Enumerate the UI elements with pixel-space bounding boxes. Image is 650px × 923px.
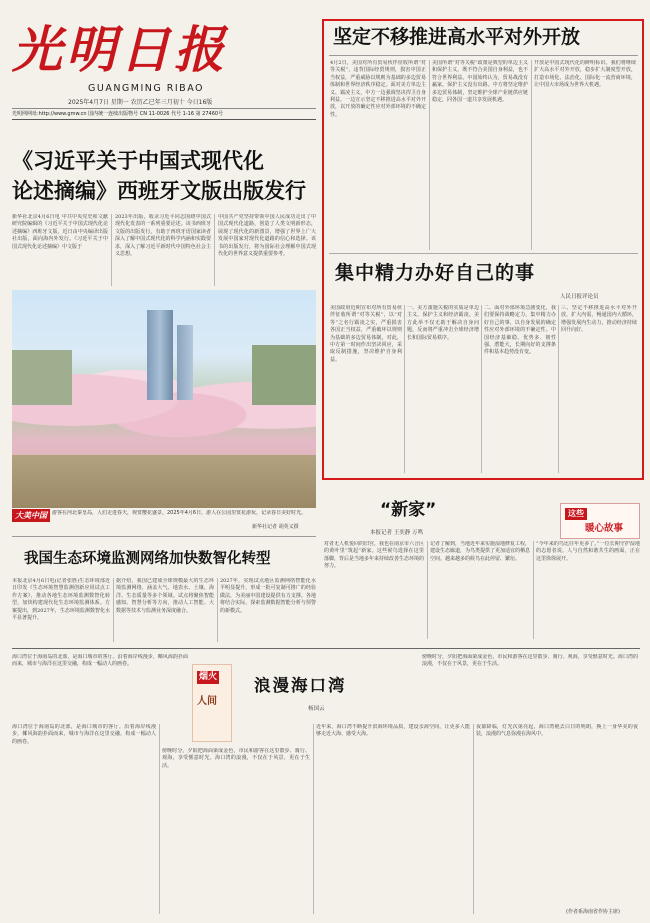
newspaper-masthead-pinyin: GUANGMING RIBAO — [88, 83, 204, 94]
ecology-column-3: 2027年，实现试点地区监测网络智能化水平明显提升，形成一批可复制可推广的经验做法，为美丽中国建设提供有力支撑。各地将结合实际，探索监测数据智能分析与预警的新模式。 — [220, 578, 316, 614]
new-home-column-2: 记者了解到，当地近年来实施湿地修复工程，建设生态廊道，为鸟类提供了更加适宜的栖息空间。越来越多的候鸟在此停留、繁衍。 — [430, 541, 530, 562]
photo-news-tag: 大美中国 — [12, 509, 50, 522]
new-home-column-1: 对者无人机悦回的旧宫，我也在南京市六合区的黄叶里“筑起”新家。这些候鸟选择在这里落脚，背后是当地多年来持续改善生态环境的努力。 — [324, 541, 424, 570]
essay-tag-line-1: 烟火 — [199, 672, 218, 682]
publication-info-line: 光明网网址:http://www.gmw.cn 国内统一连续出版物号 CN 11-0026 代号 1-16 第 27460号 — [12, 111, 224, 117]
new-home-byline: 本报记者 王奕静 万鸣 — [370, 530, 423, 536]
editorial-column-1: 美国政府近期宣布对所有贸易伙伴征收所谓“对等关税”，以“对等”之名行霸凌之实，严重损害各国正当权益，严重破坏以规则为基础的多边贸易体制。对此，中方第一时间作出坚决回应，采取反制措施，坚决维护自身利益。 — [330, 305, 402, 363]
essay-column-3: 近年来，海口湾不断提升滨海环境品质，建设亲海空间，让更多人能够走近大海、感受大海。 — [316, 724, 470, 738]
warm-stories-tag-2: 暖心故事 — [585, 523, 624, 534]
xi-book-column-3: 中国共产党坚持带领中国人民成功走出了中国式现代化道路，创造了人类文明新形态，展现了现代化的新图景，增强了世界上广大发展中国家对现代化道路的信心和选择。该书的出版发行，将为国际社会理解中国式现代化的世界意义提供重要参考。 — [218, 214, 316, 258]
essay-tag-line-2: 人间 — [197, 696, 217, 707]
opening-policy-column-1: 4月2日，美国对所有贸易伙伴征收所谓“对等关税”，违背国际经贸规则，损害中国正当权益，严重威胁以规则为基础的多边贸易体制和世界经济秩序稳定。面对美方单边主义、霸凌主义，中方一边强调坚决捍卫自身利益，一边宣示坚定不移推进高水平对外开放，以开放的确定性应对外部环境的不确定性。 — [330, 60, 426, 118]
essay-column-4: 夜幕降临，灯光次第亮起，海口湾褪去白日的明朗，换上一身华美的夜装，浪漫的气息弥漫在海风中。 — [476, 724, 638, 738]
editorial-headline: 集中精力办好自己的事 — [335, 262, 536, 284]
opening-policy-headline: 坚定不移推进高水平对外开放 — [333, 26, 581, 48]
xi-book-column-1: 新华社北京4月6日电 中共中央党史和文献研究院编辑的《习近平关于中国式现代化论述摘编》西班牙文版，近日由中央编译出版社出版，面向海内外发行。《习近平关于中国式现代化论述摘编》中文版于 — [12, 214, 108, 250]
essay-headline: 浪漫海口湾 — [254, 676, 347, 695]
editorial-column-2: 一、美方滥施关税的实质是单边主义、保护主义和经济霸凌。美方此举不仅无助于解决自身问题，反而将严重冲击全球经济增长和国际贸易秩序。 — [407, 305, 479, 341]
warm-stories-badge — [560, 503, 640, 539]
essay-tag — [192, 664, 232, 742]
editorial-byline: 人民日报评论员 — [560, 294, 599, 300]
ecology-monitoring-headline: 我国生态环境监测网络加快数智化转型 — [24, 551, 271, 567]
issue-date-line: 2025年4月7日 星期一 农历乙巳年三月初十 今日16版 — [68, 99, 213, 106]
newspaper-masthead-title: 光明日报 — [12, 20, 228, 79]
essay-byline: 杨国云 — [308, 706, 325, 712]
cherry-blossom-photo — [12, 290, 316, 508]
essay-column-2-right: 傍晚时分，夕阳把海面染成金色，市民和游客在这里散步、骑行、观海，享受惬意时光。海口湾的浪漫，不仅在于风景，更在于生活。 — [422, 654, 638, 668]
warm-stories-tag-1: 这些 — [565, 508, 587, 520]
opening-policy-column-3: 开放是中国式现代化的鲜明标识。我们将继续扩大高水平对外开放，稳步扩大制度型开放，打造市场化、法治化、国际化一流营商环境，让中国大市场成为世界大机遇。 — [534, 60, 636, 89]
opening-policy-column-2: 美国所谓“对等关税”政策是典型的单边主义和保护主义，既不符合美国自身利益，也不符合世界利益。中国始终认为，贸易战没有赢家，保护主义没有出路。中方将坚定维护多边贸易体制，坚定维护全球产业链供应链稳定，同各国一道共享发展机遇。 — [432, 60, 528, 104]
new-home-column-3: “今年来的鸟比往年更多了。”一位长期守护湿地的志愿者说。人与自然和谐共生的画面，正在这里徐徐展开。 — [536, 541, 640, 562]
essay-author-note: (作者系海南省作协主席) — [566, 909, 620, 915]
essay-column-1: 海口湾位于海南岛的北部，是海口城市的客厅。沿着海岸线漫步，椰风海韵扑面而来，城市与海洋在这里交融，构成一幅动人的画卷。 — [12, 724, 156, 745]
xi-book-column-2: 2023年出版，收录习近平同志围绕中国式现代化发表的一系列重要论述。该书西班牙文版的出版发行，有助于西班牙语国家读者深入了解中国式现代化的科学内涵和实践要求，深入了解习近平新时代中国特色社会主义思想。 — [115, 214, 211, 258]
new-home-headline: “新家” — [380, 500, 437, 520]
ecology-column-2: 据介绍，我国已建成全球规模最大的生态环境监测网络，涵盖大气、地表水、土壤、海洋、生态质量等多个领域。试点将聚焦智能感知、智慧分析等方向，推动人工智能、大数据等技术与监测业务深度融合。 — [116, 578, 214, 614]
essay-column-2: 傍晚时分，夕阳把海面染成金色，市民和游客在这里散步、骑行、观海，享受惬意时光。海口湾的浪漫，不仅在于风景，更在于生活。 — [162, 748, 310, 769]
editorial-column-4: 三、坚定不移推进高水平对外开放，扩大内需，畅通国内大循环，增强发展内生动力，推动经济持续回升向好。 — [561, 305, 637, 334]
xi-book-headline-line-1: 《习近平关于中国式现代化 — [12, 149, 264, 173]
photo-caption: 游客在河北秦皇岛，人们走进春天，观赏樱花盛景。2025年4月6日，游人在公园里赏花游玩，记录春日美好时光。 — [52, 510, 307, 516]
ecology-column-1: 本报北京4月6日电(记者张胜)生态环境部近日印发《生态环境智慧监测创新应用试点工作方案》，推动各地生态环境监测数智化转型，加快构建现代化生态环境监测体系。方案提出，到2027年，生态环境监测数智化水平显著提升。 — [12, 578, 110, 622]
editorial-column-3: 二、面对外部环境急剧变化，我们要保持战略定力，集中精力办好自己的事，以自身发展的确定性应对外部环境的不确定性。中国经济基础稳、优势多、韧性强、潜能大，长期向好的支撑条件和基本趋势没有变。 — [484, 305, 556, 356]
photo-credit: 新华社记者 胡英义摄 — [252, 524, 299, 530]
essay-column-1-left: 海口湾位于海南岛的北部，是海口城市的客厅。沿着海岸线漫步，椰风海韵扑面而来，城市与海洋在这里交融，构成一幅动人的画卷。 — [12, 654, 188, 668]
xi-book-headline-line-2: 论述摘编》西班牙文版出版发行 — [12, 179, 306, 203]
